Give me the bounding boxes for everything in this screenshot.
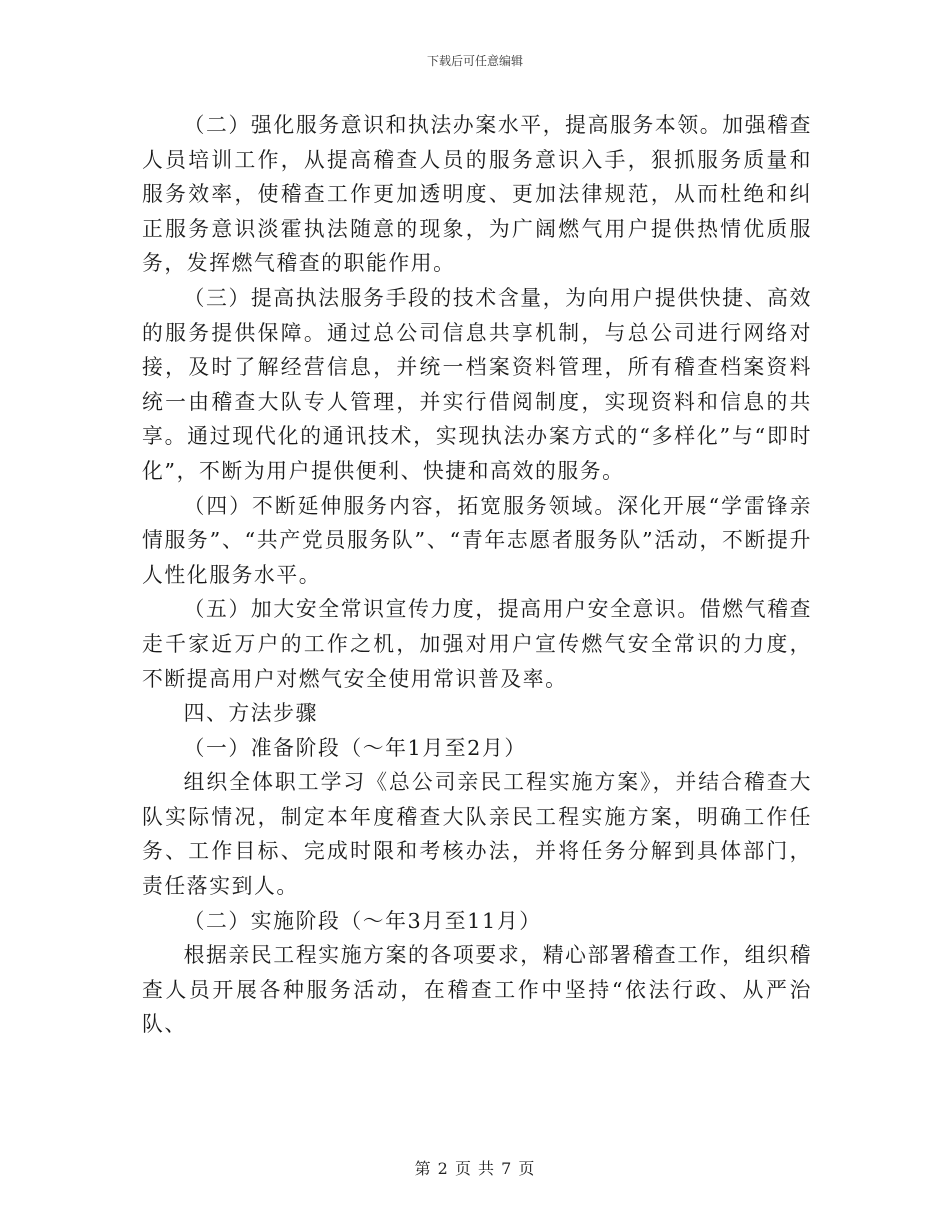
- paragraph-implementation: 根据亲民工程实施方案的各项要求，精心部署稽查工作，组织稽查人员开展各种服务活动，在稽查工作中坚持“依法行政、从严治队、: [142, 943, 812, 1037]
- paragraph-extend-service: （四）不断延伸服务内容，拓宽服务领域。深化开展“学雷锋亲情服务”、“共产党员服务队”、“青年志愿者服务队”活动，不断提升人性化服务水平。: [142, 493, 812, 587]
- page-number: 第 2 页 共 7 页: [414, 1159, 536, 1178]
- paragraph-safety-publicity: （五）加大安全常识宣传力度，提高用户安全意识。借燃气稽查走千家近万户的工作之机，加强对用户宣传燃气安全常识的力度，不断提高用户对燃气安全使用常识普及率。: [142, 597, 812, 691]
- paragraph-service-awareness: （二）强化服务意识和执法办案水平，提高服务本领。加强稽查人员培训工作，从提高稽查人员的服务意识入手，狠抓服务质量和服务效率，使稽查工作更加透明度、更加法律规范，从而杜绝和纠正服务意识淡霍执法随意的现象，为广阔燃气用户提供热情优质服务，发挥燃气稽查的职能作用。: [142, 113, 812, 276]
- subheading-preparation: （一）准备阶段（～年1月至2月）: [183, 735, 527, 760]
- paragraph-technology: （三）提高执法服务手段的技术含量，为向用户提供快捷、高效的服务提供保障。通过总公司信息共享机制，与总公司进行网络对接，及时了解经营信息，并统一档案资料管理，所有稽查档案资料统一由稽查大队专人管理，并实行借阅制度，实现资料和信息的共享。通过现代化的通讯技术，实现执法办案方式的“多样化”与“即时化”，不断为用户提供便利、快捷和高效的服务。: [142, 285, 812, 483]
- page-header-note: 下载后可任意编辑: [426, 54, 523, 68]
- paragraph-preparation: 组织全体职工学习《总公司亲民工程实施方案》，并结合稽查大队实际情况，制定本年度稽查大队亲民工程实施方案，明确工作任务、工作目标、完成时限和考核办法，并将任务分解到具体部门，责任落实到人。: [142, 770, 812, 899]
- subheading-implementation: （二）实施阶段（～年3月至11月）: [183, 908, 542, 933]
- section-heading-methods: 四、方法步骤: [183, 701, 318, 726]
- document-body: [142, 108, 812, 1042]
